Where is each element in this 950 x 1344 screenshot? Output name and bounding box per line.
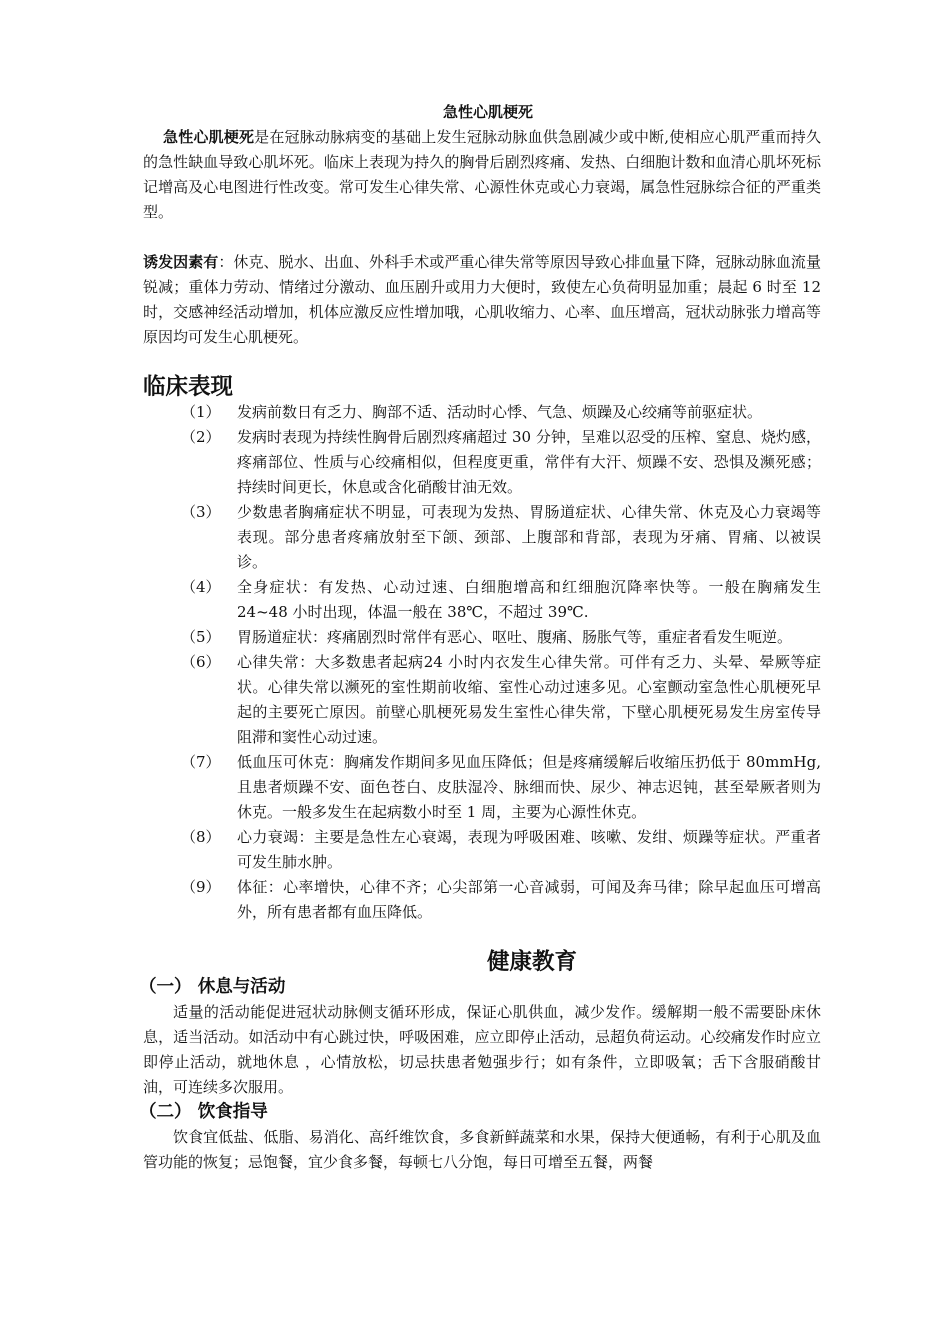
list-item (143, 425, 821, 500)
list-item (143, 750, 821, 825)
list-item (143, 825, 821, 875)
item-text: 发病时表现为持续性胸骨后剧烈疼痛超过 30 分钟，呈难以忍受的压榨、窒息、烧灼感，疼痛部位、性质与心绞痛相似，但程度更重，常伴有大汗、烦躁不安、恐惧及濒死感；持续时间更长，休息或含化硝酸甘油无效。 (237, 428, 821, 496)
list-item (143, 625, 821, 650)
intro-text: 是在冠脉动脉病变的基础上发生冠脉动脉血供急剧减少或中断,使相应心肌严重而持久的急性缺血导致心肌坏死。临床上表现为持久的胸骨后剧烈疼痛、发热、白细胞计数和血清心肌坏死标记增高及心电图进行性改变。常可发生心律失常、心源性休克或心力衰竭，属急性冠脉综合征的严重类型。 (143, 128, 821, 221)
item-number: （1） (181, 403, 221, 421)
triggers-text: ：休克、脱水、出血、外科手术或严重心律失常等原因导致心排血量下降，冠脉动脉血流量锐减；重体力劳动、情绪过分激动、血压剧升或用力大便时，致使左心负荷明显加重；晨起 6 时至 12 时，交感神经活动增加，机体应激反应性增加哦，心肌收缩力、心率、血压增高，冠状动脉张力增高等原因均可发生心肌梗死。 (143, 253, 821, 346)
list-item (143, 400, 821, 425)
list-item (143, 650, 821, 750)
list-item (143, 875, 821, 925)
section-text-diet: 饮食宜低盐、低脂、易消化、高纤维饮食，多食新鲜蔬菜和水果，保持大便通畅，有利于心肌及血管功能的恢复；忌饱餐，宜少食多餐，每顿七八分饱，每日可增至五餐，两餐 (143, 1128, 821, 1171)
section-title-diet: （二） 饮食指导 (139, 1102, 268, 1122)
item-number: （8） (181, 828, 221, 846)
clinical-heading: 临床表现 (143, 374, 234, 400)
list-item (143, 575, 821, 625)
spacer (143, 225, 821, 250)
item-number: （6） (181, 653, 221, 671)
section-text-rest-activity: 适量的活动能促进冠状动脉侧支循环形成，保证心肌供血，减少发作。缓解期一般不需要卧床休息，适当活动。如活动中有心跳过快，呼吸困难，应立即停止活动，忌超负荷运动。心绞痛发作时应立即停止活动，就地休息 ，心情放松，切忌扶患者勉强步行；如有条件，立即吸氧；舌下含服硝酸甘油，可连续多次服用。 (143, 1003, 821, 1096)
document-title: 急性心肌梗死 (442, 103, 533, 121)
item-number: （4） (181, 578, 221, 596)
spacer (143, 350, 821, 375)
spacer (143, 925, 821, 950)
item-number: （7） (181, 753, 221, 771)
item-number: （3） (181, 503, 221, 521)
item-text: 发病前数日有乏力、胸部不适、活动时心悸、气急、烦躁及心绞痛等前驱症状。 (237, 403, 763, 421)
item-number: （2） (181, 428, 221, 446)
item-text: 胃肠道症状：疼痛剧烈时常伴有恶心、呕吐、腹痛、肠胀气等，重症者看发生呃逆。 (237, 628, 793, 646)
list-item (143, 500, 821, 575)
triggers-paragraph (143, 250, 821, 350)
item-text: 少数患者胸痛症状不明显，可表现为发热、胃肠道症状、心律失常、休克及心力衰竭等表现。部分患者疼痛放射至下颌、颈部、上腹部和背部，表现为牙痛、胃痛、以被误诊。 (237, 503, 821, 571)
item-text: 低血压可休克：胸痛发作期间多见血压降低；但是疼痛缓解后收缩压扔低于 80mmHg,且患者烦躁不安、面色苍白、皮肤湿冷、脉细而快、尿少、神志迟钝，甚至晕厥者则为休克。一般多发生在起病数小时至 1 周，主要为心源性休克。 (237, 753, 821, 821)
intro-paragraph (143, 125, 821, 225)
item-number: （5） (181, 628, 221, 646)
clinical-list (143, 400, 821, 925)
document-page (139, 100, 821, 1175)
item-text: 心律失常：大多数患者起病24 小时内衣发生心律失常。可伴有乏力、头晕、晕厥等症状。心律失常以濒死的室性期前收缩、室性心动过速多见。心室颤动室急性心肌梗死早起的主要死亡原因。前壁心肌梗死易发生室性心律失常，下壁心肌梗死易发生房室传导阻滞和窦性心动过速。 (237, 653, 821, 746)
section-title-rest-activity: （一） 休息与活动 (139, 977, 286, 997)
item-number: （9） (181, 878, 221, 896)
item-text: 体征：心率增快，心律不齐；心尖部第一心音减弱，可闻及奔马律；除早起血压可增高外，所有患者都有血压降低。 (237, 878, 821, 921)
education-heading: 健康教育 (486, 949, 577, 975)
item-text: 心力衰竭：主要是急性左心衰竭，表现为呼吸困难、咳嗽、发绀、烦躁等症状。严重者可发生肺水肿。 (237, 828, 821, 871)
item-text: 全身症状：有发热、心动过速、白细胞增高和红细胞沉降率快等。一般在胸痛发生 24~48 小时出现，体温一般在 38℃，不超过 39℃. (237, 578, 821, 621)
intro-term: 急性心肌梗死 (163, 128, 255, 146)
triggers-label: 诱发因素有 (143, 253, 219, 271)
